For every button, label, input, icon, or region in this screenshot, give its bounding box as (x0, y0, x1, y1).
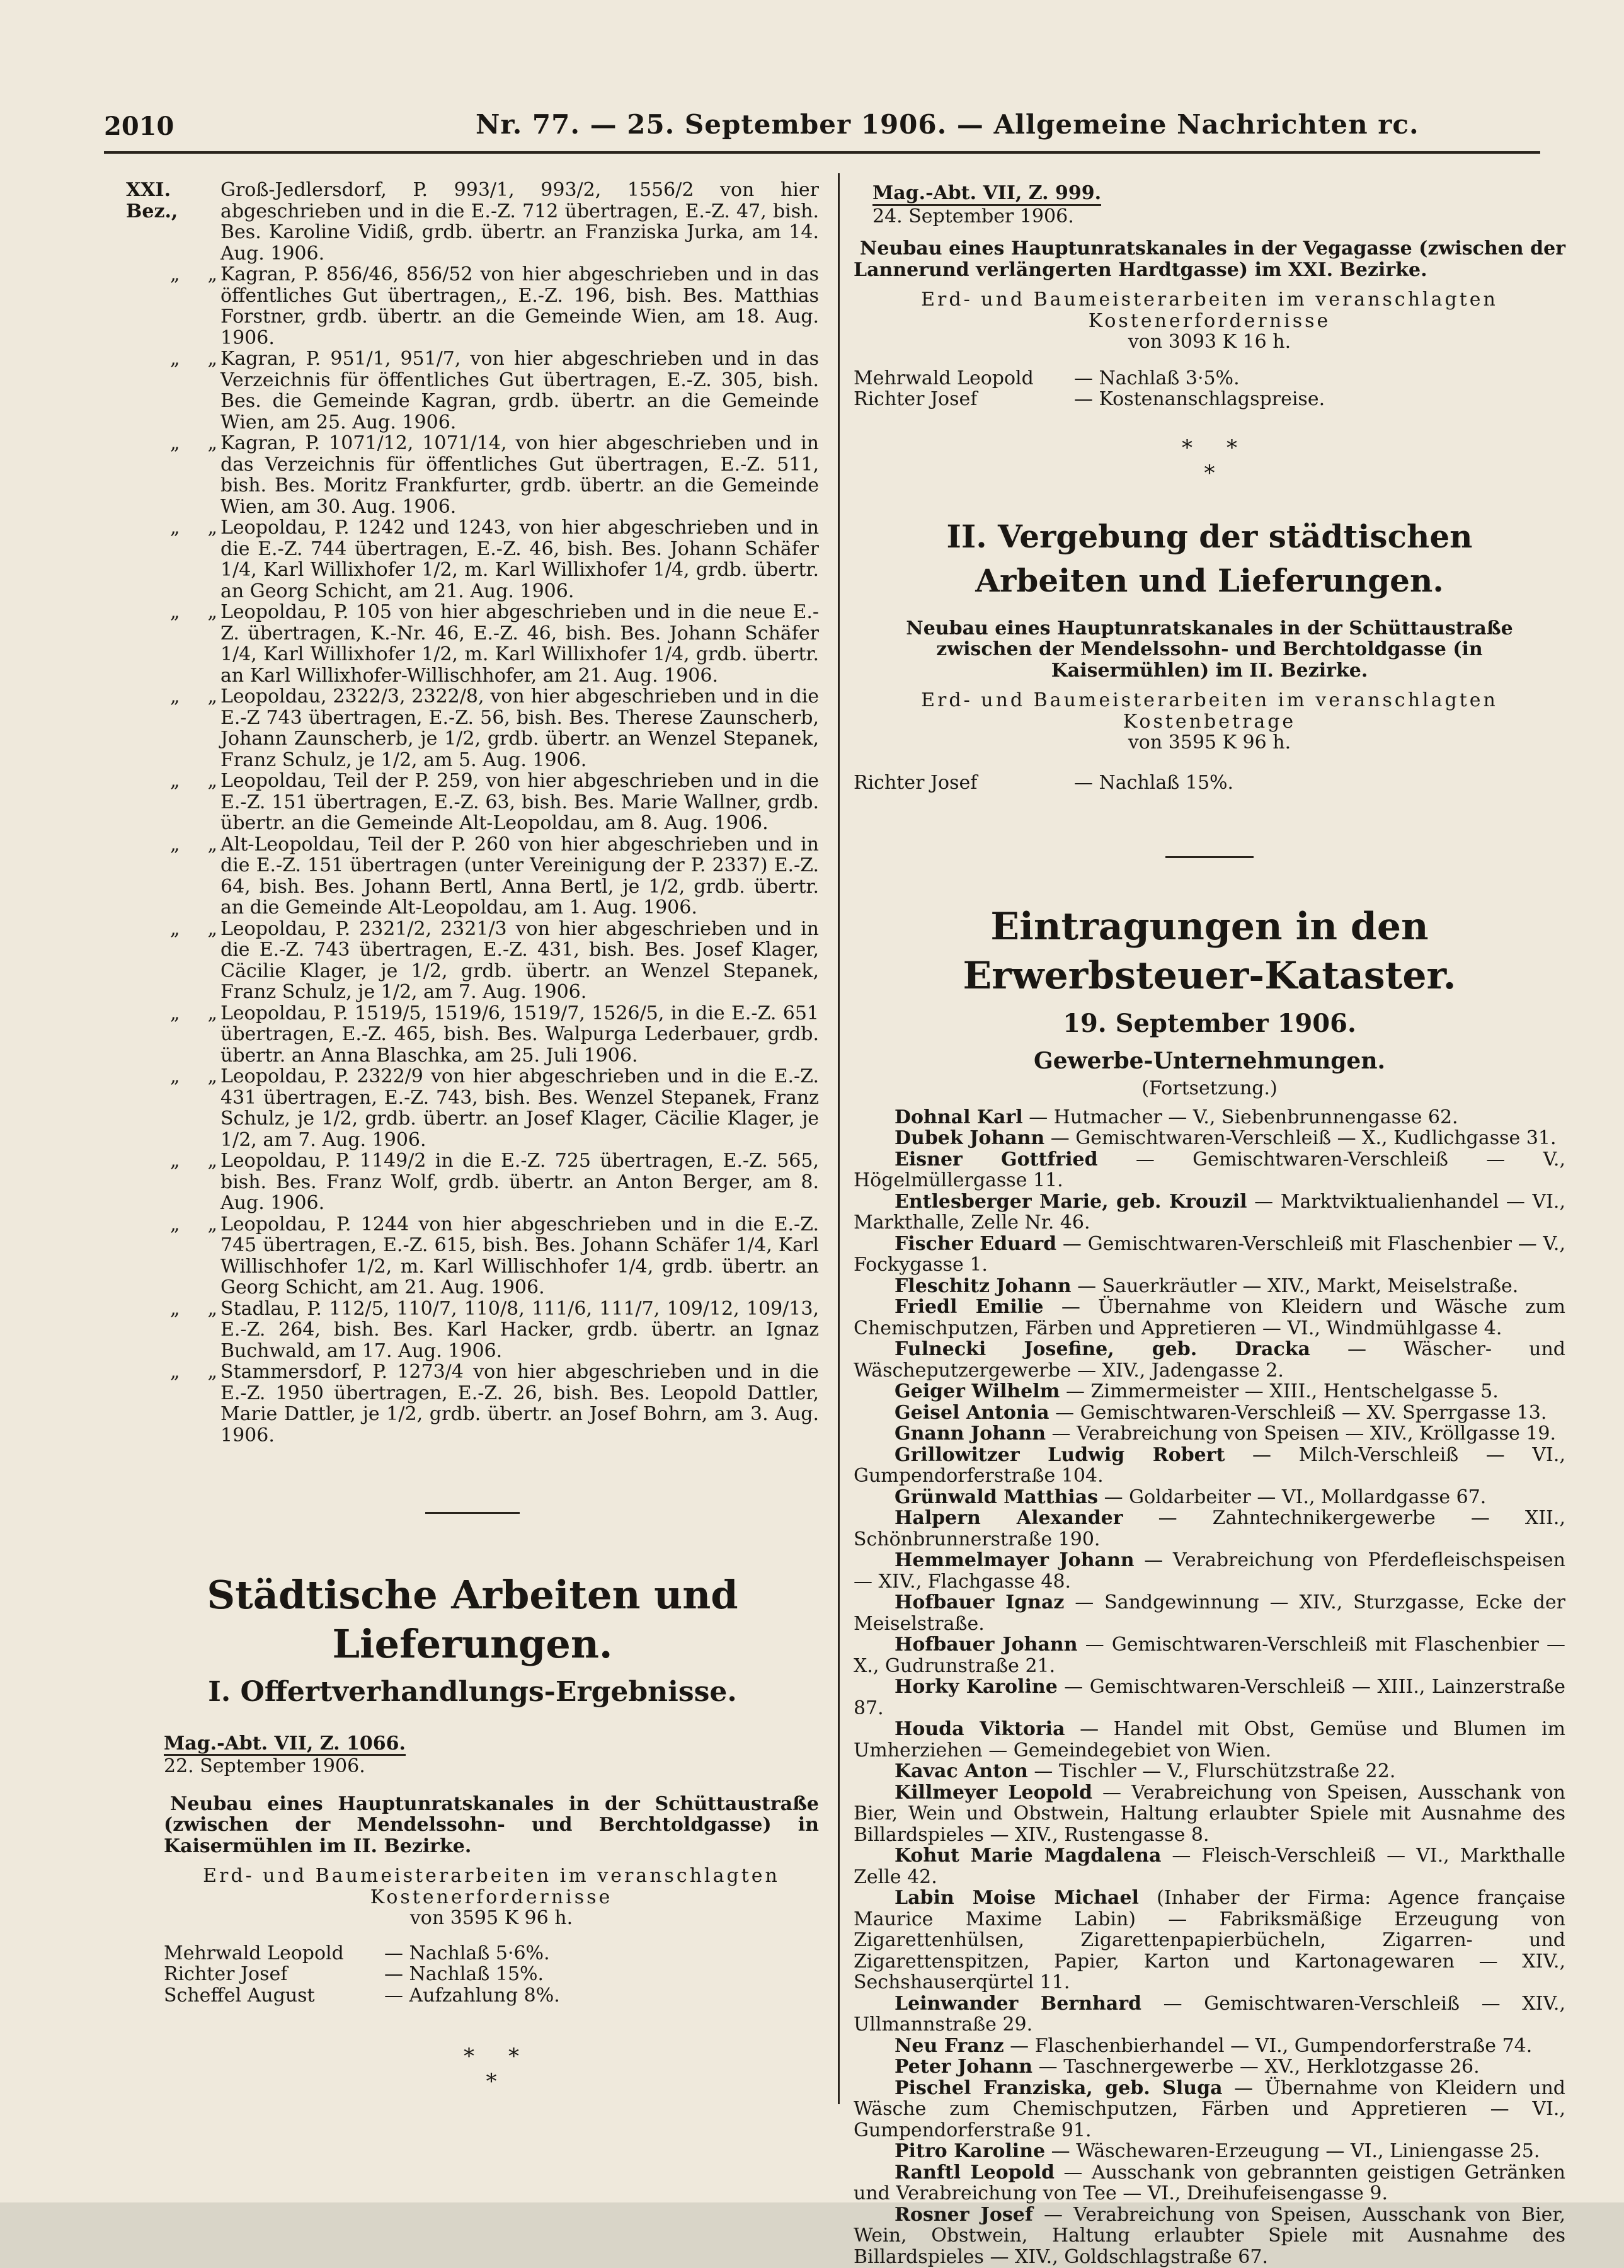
register-entry (126, 834, 819, 919)
register-list-item (854, 2204, 1565, 2268)
bid-value: — Nachlaß 15%. (1074, 771, 1234, 794)
register-list-item (854, 1634, 1565, 1676)
column-divider (838, 173, 840, 2104)
business-details: — Sauerkräutler — XIV., Markt, Meiselstraße. (1071, 1274, 1519, 1297)
ditto-mark: „ (207, 1150, 218, 1172)
ditto-marks (126, 1066, 220, 1087)
business-details: — Milch-Verschleiß — VI., Gumpendorferstraße 104. (854, 1443, 1565, 1487)
register-list-item (854, 1191, 1565, 1234)
business-owner: Eisner Gottfried (895, 1148, 1098, 1171)
business-owner: Kavac Anton (895, 1760, 1028, 1782)
separator-stars-bottom: * (486, 2069, 497, 2094)
business-details: (Inhaber der Firma: Agence française Maurice Maxime Labin) — Fabriksmäßige Erzeugung von Zigarettenhülsen, Zigarettenpapierbücheln, Zigarren- und Zigarettenspitzen, Papier, Karton und Kartonagewaren — XIV., Sechshauserqürtel 11. (854, 1887, 1565, 1993)
register-list-item (854, 1445, 1565, 1487)
business-owner: Dohnal Karl (895, 1106, 1023, 1128)
ditto-mark: „ (170, 917, 180, 940)
register-list-item (854, 1887, 1565, 1993)
ditto-mark: „ (170, 517, 180, 539)
register-subtitle: Gewerbe-Unternehmungen. (1033, 1047, 1386, 1074)
running-title: Nr. 77. — 25. September 1906. — Allgemeine Nachrichten rc. (476, 109, 1419, 140)
register-list-item (854, 2141, 1565, 2162)
entry-text: Leopoldau, P. 2322/9 von hier abgeschrieben und in die E.-Z. 431 übertragen, E.-Z. 743, bish. Bes. Wenzel Stepanek, Franz Schulz, je 1/2, grdb. übertr. an Josef Klager, Cäcilie Klager, je 1/2, am 7. Aug. 1906. (220, 1065, 819, 1151)
subsection-title: I. Offertverhandlungs-Ergebnisse. (208, 1676, 737, 1708)
entry-text: Leopoldau, P. 1244 von hier abgeschrieben und in die E.-Z. 745 übertragen, E.-Z. 615, bish. Bes. Johann Schäfer 1/4, Karl Willischhofer 1/2, m. Karl Willischhofer 1/4, grdb. übertr. an Georg Schicht, am 21. Aug. 1906. (220, 1213, 819, 1298)
work-amount: von 3595 K 96 h. (409, 1907, 573, 1929)
entry-text: Kagran, P. 856/46, 856/52 von hier abgeschrieben und in das öffentliches Gut übertragen,, E.-Z. 196, bish. Bes. Matthias Forstner, grdb. übertr. an die Gemeinde Wien, am 18. Aug. 1906. (220, 263, 819, 349)
business-owner: Killmeyer Leopold (895, 1781, 1092, 1804)
bid-result-row (164, 1985, 819, 2007)
register-list-item (854, 1423, 1565, 1445)
register-list-item (854, 1128, 1565, 1149)
ditto-mark: „ (170, 1150, 180, 1172)
business-details: — Gemischtwaren-Verschleiß — XIII., Lainzerstraße 87. (854, 1676, 1565, 1719)
ditto-mark: „ (207, 432, 218, 454)
business-details: — Verabreichung von Speisen, Ausschank von Bier, Wein und Obstwein, Haltung erlaubter Spiele mit Ausnahme des Billardspieles — XIV., Rustengasse 8. (854, 1781, 1565, 1846)
business-details: — Marktviktualienhandel — VI., Markthalle, Zelle Nr. 46. (854, 1190, 1566, 1234)
business-details: — Zimmermeister — XIII., Hentschelgasse 5. (1060, 1380, 1499, 1402)
ditto-mark: „ (170, 601, 180, 623)
award-date: 24. September 1906. (872, 205, 1074, 227)
register-entry (126, 1361, 819, 1446)
ditto-mark: „ (170, 1361, 180, 1383)
work-description: Erd- und Baumeisterarbeiten im veranschlagten Kostenerfordernisse (921, 289, 1498, 332)
bid-value: — Kostenanschlagspreise. (1074, 388, 1325, 410)
business-details: — Goldarbeiter — VI., Mollardgasse 67. (1098, 1486, 1487, 1508)
ditto-marks (126, 1214, 220, 1235)
section-title: Städtische Arbeiten und Lieferungen. (207, 1572, 738, 1667)
business-owner: Labin Moise Michael (895, 1887, 1139, 1909)
business-owner: Fulnecki Josefine, geb. Dracka (895, 1338, 1310, 1360)
bidder-name: Mehrwald Leopold (164, 1942, 344, 1964)
separator-stars-top: * * (1181, 435, 1238, 461)
award-date: 22. September 1906. (164, 1755, 365, 1777)
register-entry (126, 517, 819, 602)
entry-text: Leopoldau, Teil der P. 259, von hier abgeschrieben und in die E.-Z. 151 übertragen, E.-Z. 63, bish. Bes. Marie Wallner, grdb. übertr. an die Gemeinde Alt-Leopoldau, am 8. Aug. 1906. (220, 770, 819, 834)
bid-results (854, 368, 1565, 410)
business-details: — Ausschank von gebrannten geistigen Getränken und Verabreichung von Tee — VI., Dreihufeisengasse 9. (854, 2161, 1566, 2204)
register-entry (126, 686, 819, 770)
register-list-item (854, 1107, 1565, 1128)
business-details: — Sandgewinnung — XIV., Sturzgasse, Ecke der Meiselstraße. (854, 1591, 1565, 1635)
project-description: Neubau eines Hauptunratskanales in der Schüttaustraße (zwischen der Mendelssohn- und Berchtoldgasse) in Kaisermühlen im II. Bezirke. (164, 1792, 819, 1857)
project-description-awards: Neubau eines Hauptunratskanales in der Schüttaustraße zwischen der Mendelssohn- und Berchtoldgasse (in Kaisermühlen) im II. Bezirke. (906, 617, 1513, 682)
ditto-mark: „ (207, 517, 218, 539)
business-owner: Grünwald Matthias (895, 1486, 1099, 1508)
business-owner: Hofbauer Ignaz (895, 1591, 1065, 1613)
bid-results (126, 1943, 819, 2007)
business-details: — Verabreichung von Pferdefleischspeisen — XIV., Flachgasse 48. (854, 1549, 1565, 1593)
business-owner: Pitro Karoline (895, 2140, 1046, 2162)
register-list-item (854, 1508, 1565, 1550)
register-list-item (854, 1550, 1565, 1592)
register-list-item (854, 2036, 1565, 2057)
business-details: — Gemischtwaren-Verschleiß mit Flaschenbier — V., Fockygasse 1. (854, 1232, 1565, 1276)
register-entry (126, 602, 819, 686)
business-owner: Halpern Alexander (895, 1507, 1123, 1529)
business-owner: Entlesberger Marie, geb. Krouzil (895, 1190, 1247, 1213)
ditto-mark: „ (170, 1297, 180, 1320)
register-list-item (854, 1845, 1565, 1887)
register-list-item (854, 1676, 1565, 1719)
register-list-item (854, 1149, 1565, 1191)
project-description: Neubau eines Hauptunratskanales in der Vegagasse (zwischen der Lannerund verlängerten Hardtgasse) im XXI. Bezirke. (854, 238, 1565, 281)
ditto-marks (126, 919, 220, 940)
right-column (854, 183, 1565, 2267)
business-owner: Kohut Marie Magdalena (895, 1845, 1162, 1867)
register-entry (126, 1150, 819, 1214)
register-entry (126, 770, 819, 834)
bid-result-row (164, 1964, 819, 1985)
register-date: 19. September 1906. (1063, 1009, 1356, 1038)
business-owner: Geiger Wilhelm (895, 1380, 1060, 1402)
ditto-marks (126, 1150, 220, 1172)
ditto-mark: „ (207, 1297, 218, 1320)
land-register-entries (126, 180, 819, 1446)
register-title: Eintragungen in den Erwerbsteuer-Kataster. (963, 905, 1456, 998)
ditto-mark: „ (207, 1065, 218, 1087)
business-owner: Peter Johann (895, 2056, 1033, 2078)
business-details: — Verabreichung von Speisen, Ausschank von Bier, Wein, Obstwein, Haltung erlaubter Spiele mit Ausnahme des Billardspieles — XIV., Goldschlagstraße 67. (854, 2203, 1565, 2268)
register-list-item (854, 2078, 1565, 2141)
ditto-mark: „ (170, 770, 180, 792)
business-details: — Gemischtwaren-Verschleiß — X., Kudlichgasse 31. (1044, 1127, 1557, 1149)
register-entry (126, 264, 819, 348)
ditto-mark: „ (170, 833, 180, 856)
register-entry (126, 1066, 819, 1150)
ditto-mark: „ (207, 263, 218, 285)
ditto-mark: „ (207, 1361, 218, 1383)
header-rule (104, 151, 1540, 154)
entry-text: Groß-Jedlersdorf, P. 993/1, 993/2, 1556/2 von hier abgeschrieben und in die E.-Z. 712 übertragen, E.-Z. 47, bish. Bes. Karoline Vidiß, grdb. übertr. an Franziska Jurka, am 14. Aug. 1906. (220, 179, 819, 265)
work-description: Erd- und Baumeisterarbeiten im veranschlagten Kostenerfordernisse (203, 1865, 780, 1908)
ditto-mark: „ (207, 348, 218, 370)
register-list-item (854, 1339, 1565, 1381)
business-owner: Houda Viktoria (895, 1718, 1065, 1740)
business-owner: Dubek Johann (895, 1127, 1045, 1149)
work-amount-awards: von 3595 K 96 h. (1128, 731, 1291, 753)
entry-text: Leopoldau, P. 1519/5, 1519/6, 1519/7, 1526/5, in die E.-Z. 651 übertragen, E.-Z. 465, bish. Bes. Walpurga Lederbauer, grdb. übertr. an Anna Blaschka, am 25. Juli 1906. (220, 1002, 819, 1067)
register-list-item (854, 1761, 1565, 1782)
section-title-awards: II. Vergebung der städtischen Arbeiten und Lieferungen. (946, 517, 1473, 599)
ditto-marks (126, 686, 220, 707)
ditto-marks (126, 348, 220, 370)
ditto-mark: „ (207, 601, 218, 623)
ditto-marks (126, 834, 220, 856)
section-divider (425, 1512, 520, 1514)
business-owner: Horky Karoline (895, 1676, 1058, 1698)
bid-value: — Aufzahlung 8%. (384, 1984, 560, 2007)
ditto-marks (126, 517, 220, 539)
business-details: — Gemischtwaren-Verschleiß — XV. Sperrgasse 13. (1049, 1401, 1547, 1424)
ditto-marks (126, 602, 220, 623)
business-details: — Gemischtwaren-Verschleiß — V., Högelmüllergasse 11. (854, 1148, 1565, 1191)
register-list-item (854, 2056, 1565, 2078)
register-list-item (854, 1297, 1565, 1339)
ditto-mark: „ (170, 263, 180, 285)
bid-result-row (164, 1943, 819, 1964)
bid-value: — Nachlaß 15%. (384, 1963, 544, 1985)
register-list-item (854, 1993, 1565, 2036)
ditto-marks (126, 1361, 220, 1383)
register-list-item (854, 1381, 1565, 1402)
bid-result-row (854, 389, 1565, 410)
page-header (104, 103, 1540, 147)
work-amount: von 3093 K 16 h. (1128, 331, 1291, 353)
bidder-name: Scheffel August (164, 1984, 315, 2007)
business-details: — Übernahme von Kleidern und Wäsche zum Chemischputzen, Färben und Appretieren — VI., Gumpendorferstraße 91. (854, 2076, 1565, 2141)
bid-value: — Nachlaß 3·5%. (1074, 367, 1240, 389)
entry-text: Leopoldau, 2322/3, 2322/8, von hier abgeschrieben und in die E.-Z 743 übertragen, E.-Z. 56, bish. Bes. Therese Zaunscherb, Johann Zaunscherb, je 1/2, grdb. übertr. an Wenzel Stepanek, Franz Schulz, je 1/2, am 5. Aug. 1906. (220, 685, 819, 771)
business-details: — Tischler — V., Flurschützstraße 22. (1027, 1760, 1396, 1782)
award-result (854, 772, 1565, 794)
business-details: — Wäschewaren-Erzeugung — VI., Liniengasse 25. (1045, 2140, 1540, 2162)
ditto-mark: „ (170, 1213, 180, 1235)
register-list-item (854, 1782, 1565, 1846)
separator-stars-top: * * (463, 2044, 520, 2069)
business-owner: Gnann Johann (895, 1423, 1046, 1445)
register-entry (126, 1298, 819, 1362)
ditto-mark: „ (207, 833, 218, 856)
ditto-mark: „ (170, 685, 180, 707)
business-owner: Friedl Emilie (895, 1296, 1044, 1318)
business-owner: Pischel Franziska, geb. Sluga (895, 2076, 1223, 2099)
business-owner: Hemmelmayer Johann (895, 1549, 1135, 1571)
business-details: — Gemischtwaren-Verschleiß — XIV., Ullmannstraße 29. (854, 1992, 1566, 2036)
register-continued: (Fortsetzung.) (1141, 1077, 1278, 1099)
department-reference: Mag.-Abt. VII, Z. 999. (872, 183, 1101, 206)
business-owner: Hofbauer Johann (895, 1634, 1078, 1656)
business-details: — Gemischtwaren-Verschleiß mit Flaschenbier — X., Gudrunstraße 21. (854, 1634, 1565, 1677)
business-owner: Geisel Antonia (895, 1401, 1049, 1424)
bidder-name: Richter Josef (854, 388, 978, 410)
register-entry (126, 180, 819, 264)
ditto-mark: „ (170, 1065, 180, 1087)
register-entry (126, 433, 819, 517)
business-owner: Fischer Eduard (895, 1232, 1057, 1255)
department-reference: Mag.-Abt. VII, Z. 1066. (164, 1733, 406, 1756)
business-owner: Rosner Josef (895, 2203, 1033, 2226)
left-column (126, 180, 819, 2094)
ditto-mark: „ (207, 917, 218, 940)
bid-result-row (854, 368, 1565, 389)
bidder-name: Richter Josef (854, 771, 978, 794)
business-details: — Handel mit Obst, Gemüse und Blumen im Umherziehen — Gemeindegebiet von Wien. (854, 1718, 1565, 1761)
entry-text: Stadlau, P. 112/5, 110/7, 110/8, 111/6, 111/7, 109/12, 109/13, E.-Z. 264, bish. Bes. Karl Hacker, grdb. übertr. an Ignaz Buchwald, am 17. Aug. 1906. (220, 1297, 819, 1362)
district-label: XXI. Bez., (126, 179, 178, 222)
ditto-mark: „ (207, 770, 218, 792)
business-owner: Neu Franz (895, 2034, 1004, 2057)
register-list-item (854, 1592, 1565, 1634)
business-owner: Ranftl Leopold (895, 2161, 1055, 2184)
page-number: 2010 (104, 112, 174, 141)
business-details: — Hutmacher — V., Siebenbrunnengasse 62. (1022, 1106, 1458, 1128)
register-list-item (854, 1487, 1565, 1508)
work-description-awards: Erd- und Baumeisterarbeiten im veranschlagten Kostenbetrage (921, 689, 1498, 733)
business-details: — Fleisch-Verschleiß — VI., Markthalle Zelle 42. (854, 1845, 1565, 1888)
entry-text: Kagran, P. 951/1, 951/7, von hier abgeschrieben und in das Verzeichnis für öffentliches Gut übertragen, E.-Z. 305, bish. Bes. die Gemeinde Kagran, grdb. übertr. an die Gemeinde Wien, am 25. Aug. 1906. (220, 348, 819, 433)
ditto-marks (126, 770, 220, 792)
bidder-name: Richter Josef (164, 1963, 288, 1985)
section-divider (1165, 856, 1254, 858)
separator-stars-bottom: * (1204, 460, 1215, 486)
register-list-item (854, 1234, 1565, 1276)
business-owner: Grillowitzer Ludwig Robert (895, 1443, 1225, 1466)
ditto-marks (126, 264, 220, 285)
register-list-item (854, 1276, 1565, 1297)
entry-text: Alt-Leopoldau, Teil der P. 260 von hier abgeschrieben und in die E.-Z. 151 übertragen (unter Vereinigung der P. 2337) E.-Z. 64, bish. Bes. Johann Bertl, Anna Bertl, je 1/2, grdb. übertr. an die Gemeinde Alt-Leopoldau, am 1. Aug. 1906. (220, 833, 819, 919)
register-entry (126, 1214, 819, 1298)
ditto-mark: „ (207, 1002, 218, 1024)
register-entries (854, 1107, 1565, 2268)
register-list-item (854, 1719, 1565, 1761)
register-list-item (854, 2162, 1565, 2204)
register-entry (126, 348, 819, 433)
business-details: — Verabreichung von Speisen — XIV., Kröllgasse 19. (1046, 1423, 1557, 1445)
ditto-marks (126, 1003, 220, 1024)
register-list-item (854, 1402, 1565, 1424)
ditto-mark: „ (170, 432, 180, 454)
ditto-mark: „ (207, 1213, 218, 1235)
ditto-mark: „ (170, 1002, 180, 1024)
entry-text: Leopoldau, P. 1242 und 1243, von hier abgeschrieben und in die E.-Z. 744 übertragen, E.-Z. 46, bish. Bes. Johann Schäfer 1/4, Karl Willixhofer 1/2, m. Karl Willixhofer 1/4, grdb. übertr. an Georg Schicht, am 21. Aug. 1906. (220, 517, 819, 602)
bid-value: — Nachlaß 5·6%. (384, 1942, 550, 1964)
entry-text: Leopoldau, P. 1149/2 in die E.-Z. 725 übertragen, E.-Z. 565, bish. Bes. Franz Wolf, grdb. übertr. an Anton Berger, am 8. Aug. 1906. (220, 1150, 819, 1214)
business-owner: Leinwander Bernhard (895, 1992, 1141, 2015)
business-details: — Flaschenbierhandel — VI., Gumpendorferstraße 74. (1004, 2034, 1533, 2057)
entry-text: Leopoldau, P. 2321/2, 2321/3 von hier abgeschrieben und in die E.-Z. 743 übertragen, E.-Z. 431, bish. Bes. Josef Klager, Cäcilie Klager, je 1/2, grdb. übertr. an Wenzel Stepanek, Franz Schulz, je 1/2, am 7. Aug. 1906. (220, 917, 819, 1003)
business-details: — Zahntechnikergewerbe — XII., Schönbrunnerstraße 190. (854, 1507, 1565, 1550)
ditto-marks (126, 433, 220, 454)
entry-text: Stammersdorf, P. 1273/4 von hier abgeschrieben und in die E.-Z. 1950 übertragen, E.-Z. 26, bish. Bes. Leopold Dattler, Marie Dattler, je 1/2, grdb. übertr. an Josef Bohrn, am 3. Aug. 1906. (220, 1361, 819, 1446)
business-owner: Fleschitz Johann (895, 1274, 1072, 1297)
ditto-marks (126, 1298, 220, 1320)
business-details: — Taschnergewerbe — XV., Herklotzgasse 26. (1032, 2056, 1480, 2078)
register-entry (126, 1003, 819, 1067)
business-details: — Übernahme von Kleidern und Wäsche zum Chemischputzen, Färben und Appretieren — VI., Windmühlgasse 4. (854, 1296, 1565, 1339)
ditto-mark: „ (170, 348, 180, 370)
entry-text: Leopoldau, P. 105 von hier abgeschrieben und in die neue E.-Z. übertragen, K.-Nr. 46, E.-Z. 46, bish. Bes. Johann Schäfer 1/4, Karl Willixhofer 1/2, m. Karl Willixhofer 1/4, grdb. übertr. an Karl Willixhofer-Willischhofer, am 21. Aug. 1906. (220, 601, 819, 687)
register-entry (126, 919, 819, 1003)
entry-text: Kagran, P. 1071/12, 1071/14, von hier abgeschrieben und in das Verzeichnis für öffentliches Gut übertragen, E.-Z. 511, bish. Bes. Moritz Frankfurter, grdb. übertr. an die Gemeinde Wien, am 30. Aug. 1906. (220, 432, 819, 518)
business-details: — Wäscher- und Wäscheputzergewerbe — XIV., Jadengasse 2. (854, 1338, 1565, 1382)
bidder-name: Mehrwald Leopold (854, 367, 1034, 389)
ditto-mark: „ (207, 685, 218, 707)
